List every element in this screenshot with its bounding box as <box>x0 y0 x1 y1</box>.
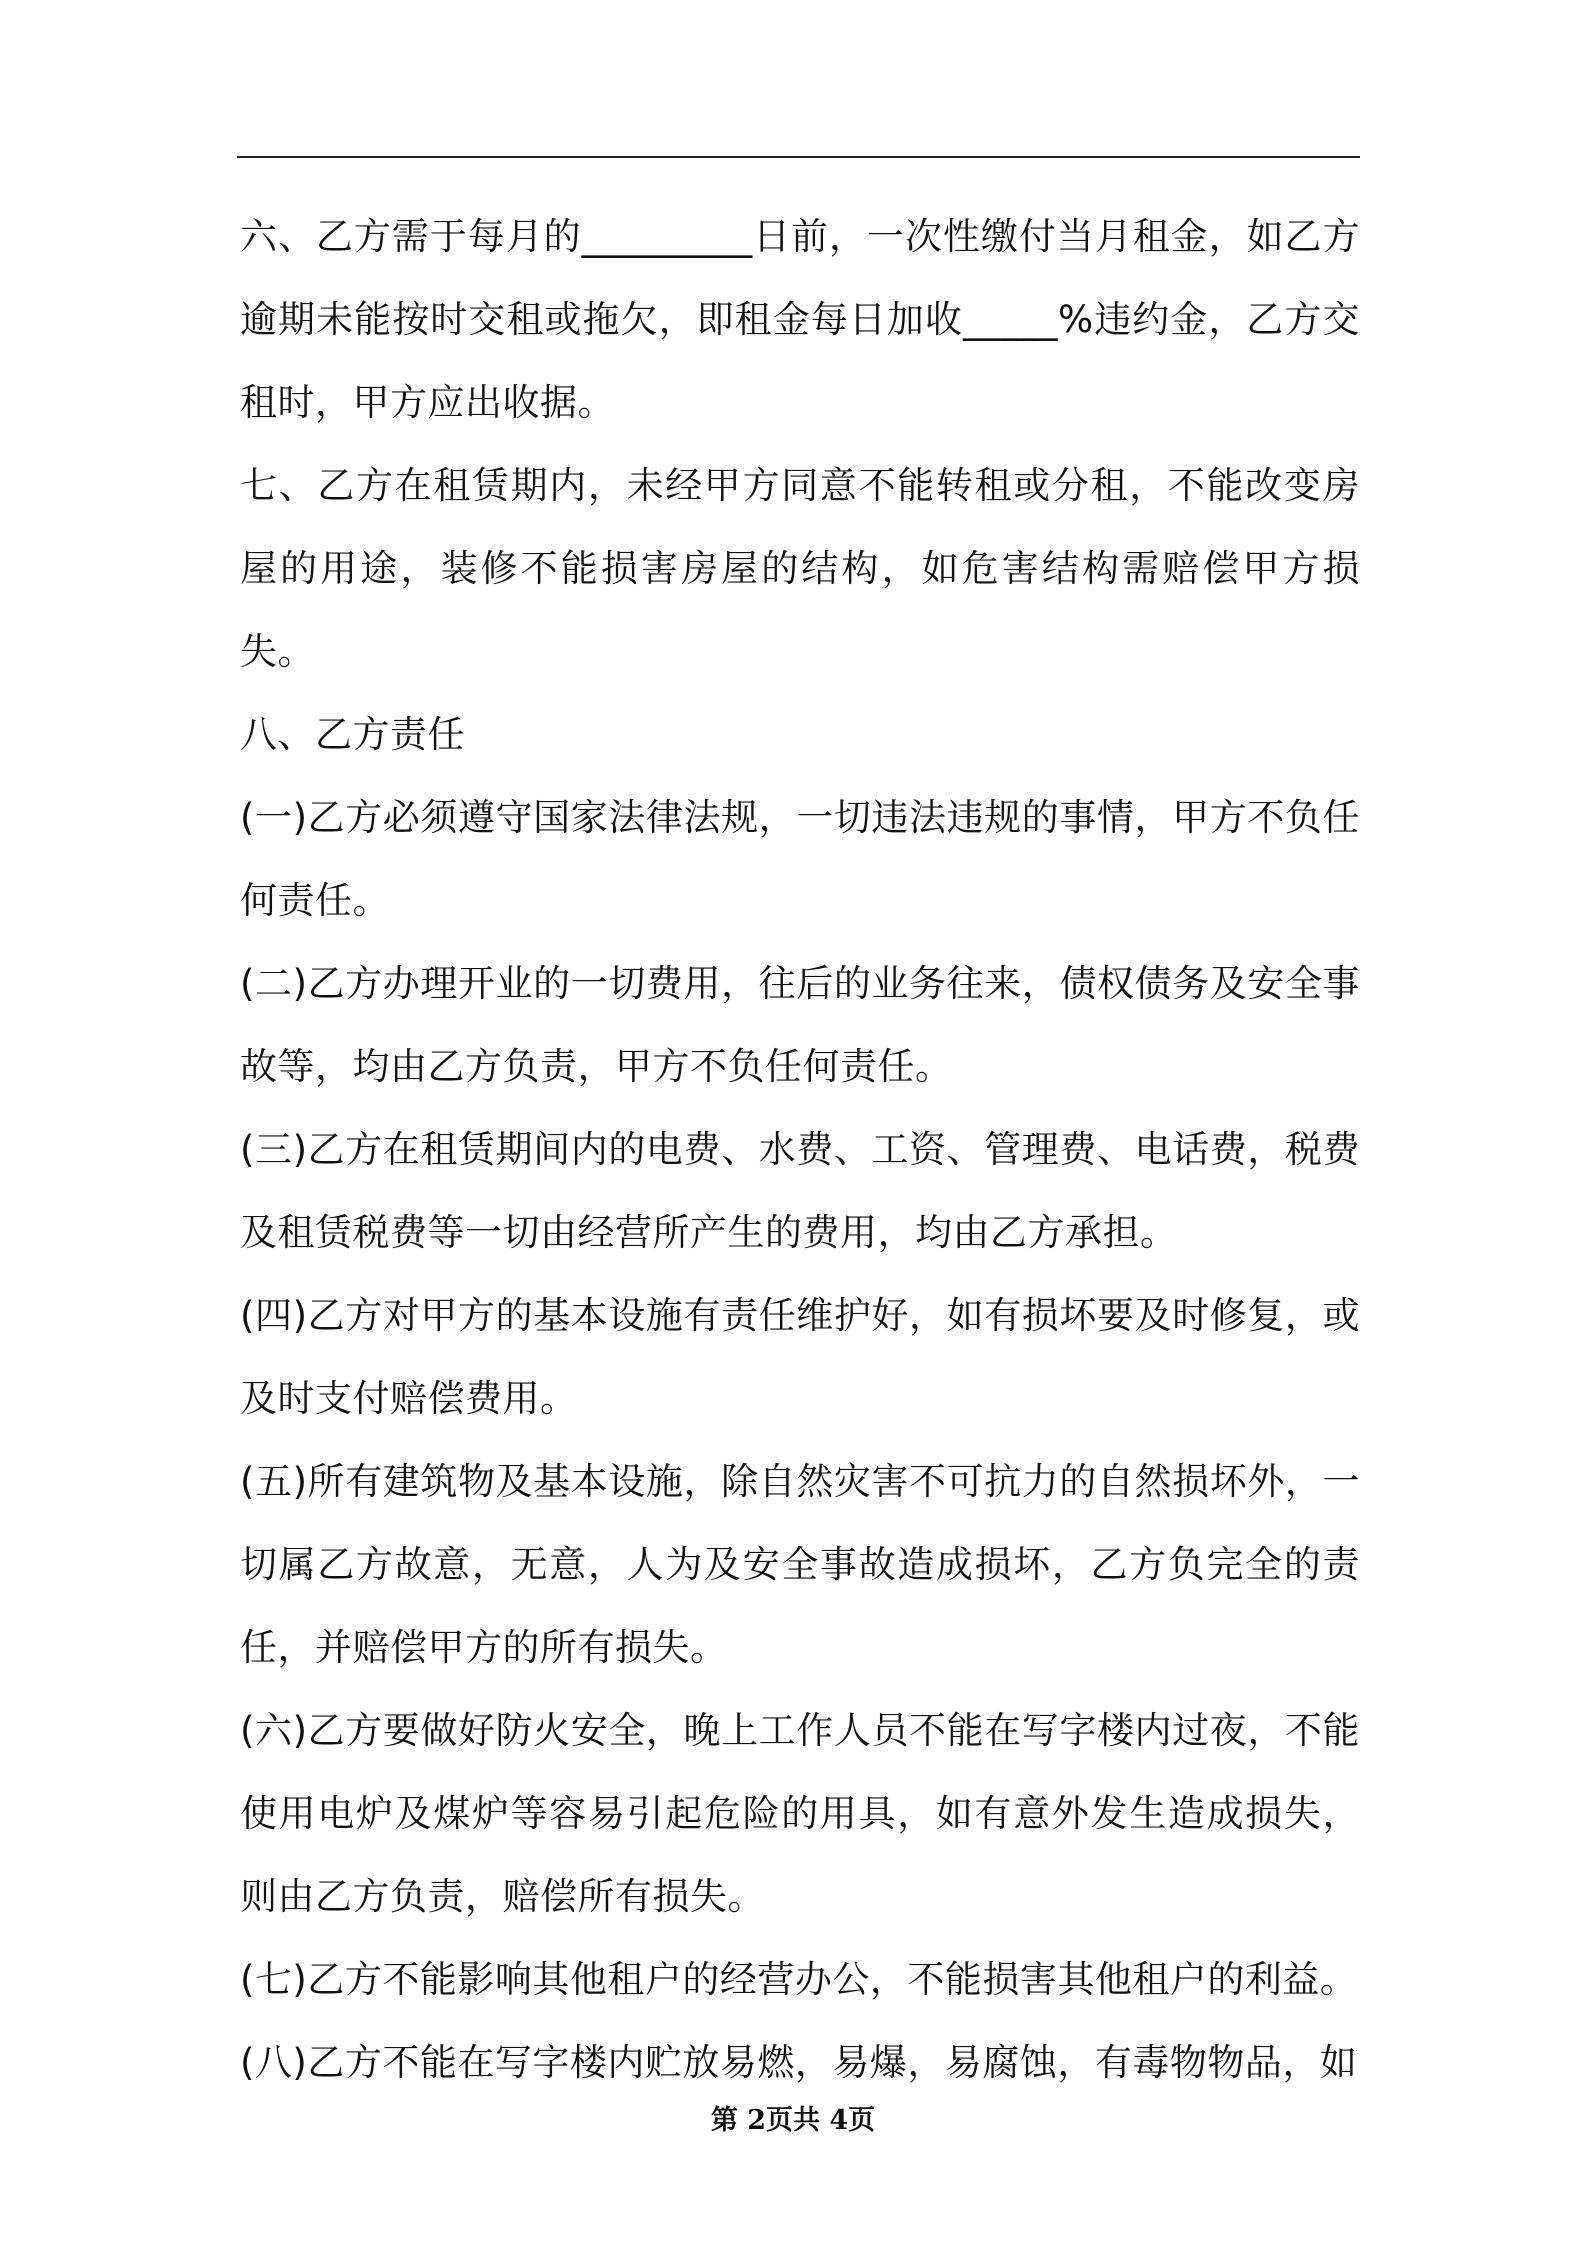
clause-8-item-8: (八)乙方不能在写字楼内贮放易燃，易爆，易腐蚀，有毒物物品，如 <box>240 2041 1358 2084</box>
header-divider <box>237 156 1360 158</box>
clause-8-item-7: (七)乙方不能影响其他租户的经营办公，不能损害其他租户的利益。 <box>240 1958 1358 2001</box>
clause-8-heading: 八、乙方责任 <box>240 713 465 756</box>
clause-8-item-3: (三)乙方在租赁期间内的电费、水费、工资、管理费、电话费，税费及租赁税费等一切由经营所产生的费用，均由乙方承担。 <box>240 1128 1360 1254</box>
clause-7-sublease: 七、乙方在租赁期内，未经甲方同意不能转租或分租，不能改变房屋的用途，装修不能损害房屋的结构，如危害结构需赔偿甲方损失。 <box>240 464 1360 673</box>
document-body <box>240 195 1360 2104</box>
page-number: 第 2页共 4页 <box>710 2105 876 2136</box>
clause-8-item-1: (一)乙方必须遵守国家法律法规，一切违法违规的事情，甲方不负任何责任。 <box>240 796 1360 922</box>
clause-8-item-4: (四)乙方对甲方的基本设施有责任维护好，如有损坏要及时修复，或及时支付赔偿费用。 <box>240 1294 1360 1420</box>
clause-6-rent-payment: 六、乙方需于每月的_________日前，一次性缴付当月租金，如乙方逾期未能按时交租或拖欠，即租金每日加收_____%违约金，乙方交租时，甲方应出收据。 <box>240 215 1360 424</box>
clause-8-item-6: (六)乙方要做好防火安全，晚上工作人员不能在写字楼内过夜，不能使用电炉及煤炉等容易引起危险的用具，如有意外发生造成损失，则由乙方负责，赔偿所有损失。 <box>240 1709 1360 1918</box>
clause-8-item-5: (五)所有建筑物及基本设施，除自然灾害不可抗力的自然损坏外，一切属乙方故意，无意，人为及安全事故造成损坏，乙方负完全的责任，并赔偿甲方的所有损失。 <box>240 1460 1360 1669</box>
clause-8-item-2: (二)乙方办理开业的一切费用，往后的业务往来，债权债务及安全事故等，均由乙方负责，甲方不负任何责任。 <box>240 962 1360 1088</box>
